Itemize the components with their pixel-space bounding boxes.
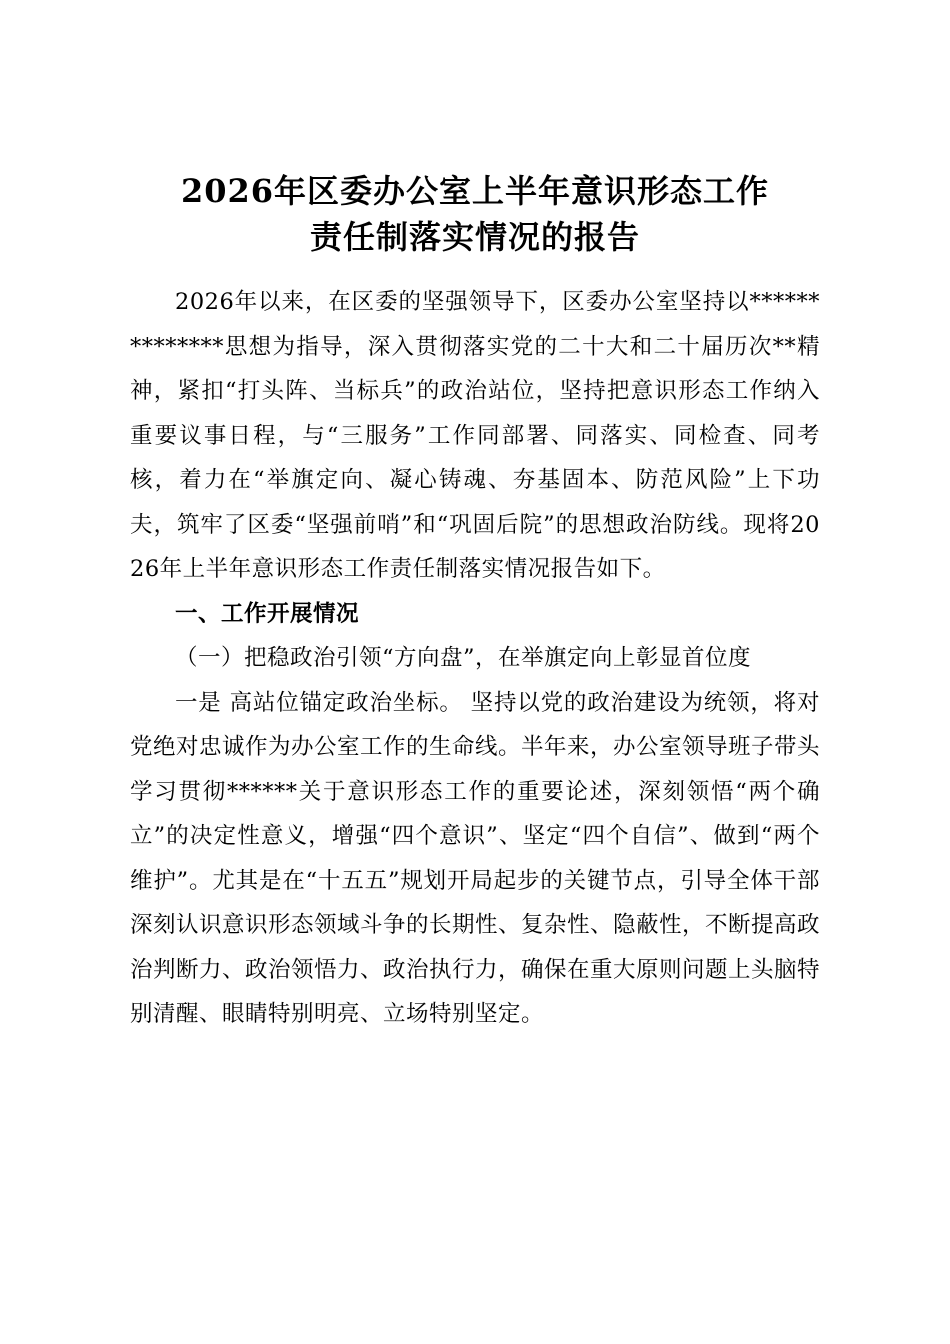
subsection-heading: （一）把稳政治引领“方向盘”，在举旗定向上彰显首位度 xyxy=(175,645,752,671)
section-heading: 一、工作开展情况 xyxy=(175,600,360,627)
document-title-line2: 责任制落实情况的报告 xyxy=(309,218,640,256)
body-paragraph: 一是 高站位锚定政治坐标。 坚持以党的政治建设为统领，将对党绝对忠诚作为办公室工作的生命线。半年来，办公室领导班子带头学习贯彻******关于意识形态工作的重要论述，深刻领悟“两个确立”的决定性意义，增强“四个意识”、坚定“四个自信”、做到“两个维护”。尤其是在“十五五”规划开局起步的关键节点，引导全体干部深刻认识意识形态领域斗争的长期性、复杂性、隐蔽性，不断提高政治判断力、政治领悟力、政治执行力，确保在重大原则问题上头脑特别清醒、眼睛特别明亮、立场特别坚定。 xyxy=(130,689,821,1027)
intro-paragraph: 2026年以来，在区委的坚强领导下，区委办公室坚持以**************思想为指导，深入贯彻落实党的二十大和二十届历次**精神，紧扣“打头阵、当标兵”的政治站位，坚持把意识形态工作纳入重要议事日程，与“三服务”工作同部署、同落实、同检查、同考核，着力在“举旗定向、凝心铸魂、夯基固本、防范风险”上下功夫，筑牢了区委“坚强前哨”和“巩固后院”的思想政治防线。现将2026年上半年意识形态工作责任制落实情况报告如下。 xyxy=(130,289,820,582)
document-title-line1: 2026年区委办公室上半年意识形态工作 xyxy=(180,172,770,210)
title-block xyxy=(130,168,820,260)
